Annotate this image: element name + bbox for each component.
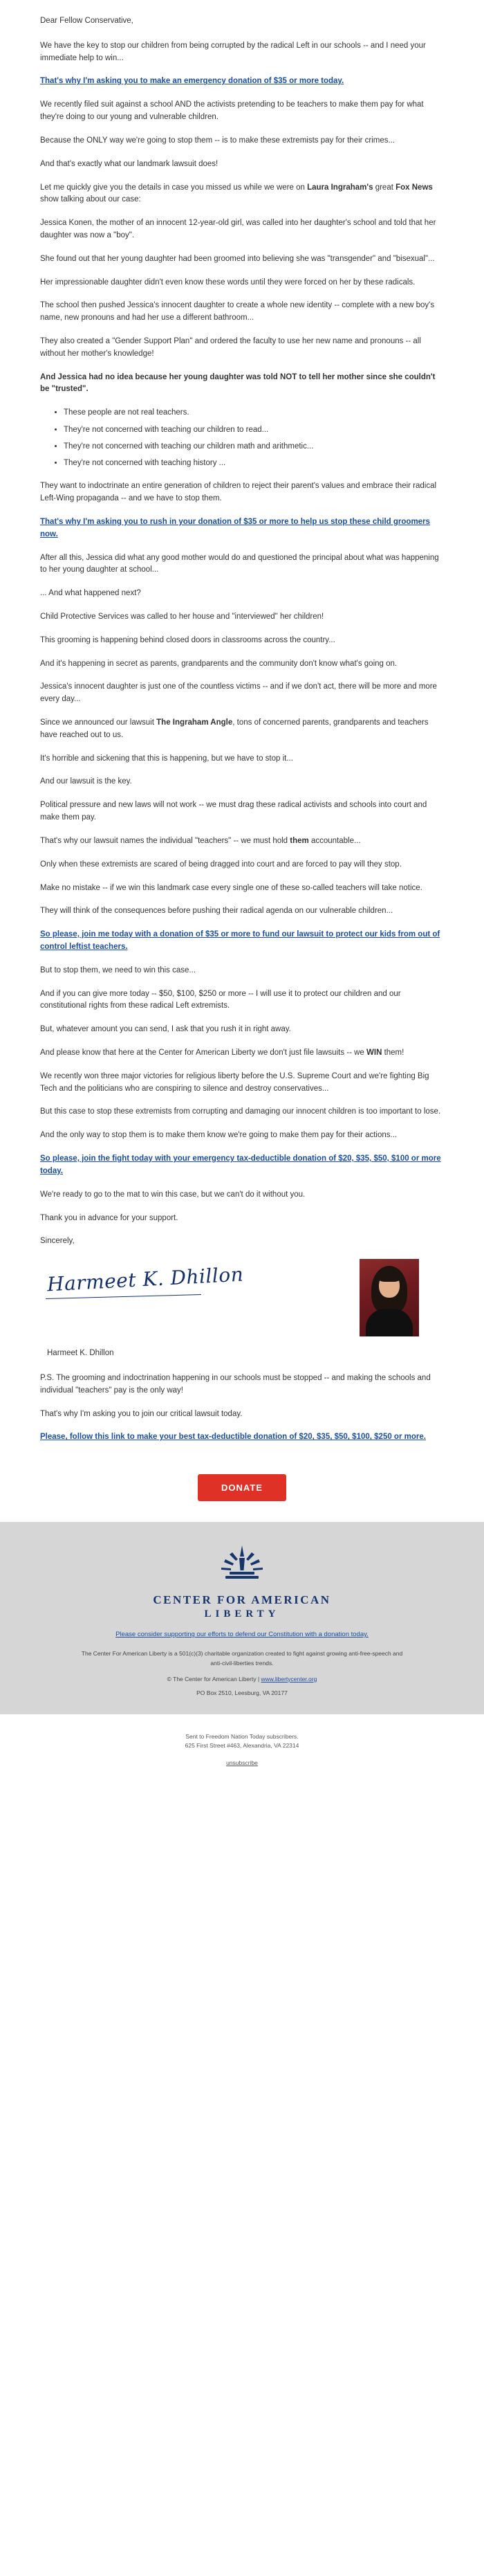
donation-link-para — [40, 516, 444, 541]
donate-button[interactable]: DONATE — [198, 1474, 286, 1501]
salutation: Dear Fellow Conservative, — [40, 17, 133, 25]
paragraph: They want to indoctrinate an entire generation of children to reject their parent's values and embrace their radical Left-Wing propaganda -- and we have to stop them. — [40, 482, 437, 503]
emphasis-text: Fox News — [395, 183, 433, 192]
paragraph: We have the key to stop our children from being corrupted by the radical Left in our schools -- and I need your immediate help to win... — [40, 41, 426, 62]
postscript: P.S. The grooming and indoctrination happening in our schools must be stopped -- and making the schools and individual "teachers" pay is the only way! — [40, 1373, 431, 1395]
list-item: • These people are not real teachers. — [64, 407, 444, 419]
donation-link[interactable]: So please, join the fight today with your emergency tax-deductible donation of $20, $35, $50, $100 or more today. — [40, 1154, 441, 1175]
donation-link[interactable]: So please, join me today with a donation of $35 or more to fund our lawsuit to protect our kids from out of control leftist teachers. — [40, 930, 440, 951]
paragraph: Political pressure and new laws will not work -- we must drag these radical activists and schools into court and make them pay. — [40, 801, 427, 822]
paragraph: They will think of the consequences before pushing their radical agenda on our vulnerable children... — [40, 907, 393, 916]
paragraph: The school then pushed Jessica's innocent daughter to create a whole new identity -- complete with a new boy's name, new pronouns and had her use a different bathroom... — [40, 301, 435, 323]
donate-button-area — [0, 1462, 484, 1522]
list-item: • They're not concerned with teaching history ... — [64, 457, 444, 469]
paragraph: And the only way to stop them is to make them know we're going to make them pay for their actions... — [40, 1131, 398, 1140]
footer-address: PO Box 2510, Leesburg, VA 20177 — [196, 1689, 288, 1696]
tail-line-1: Sent to Freedom Nation Today subscribers. — [185, 1732, 299, 1740]
author-photo — [360, 1259, 419, 1336]
emphasis-paragraph: And Jessica had no idea because her young daughter was told NOT to tell her mother since she couldn't be "trusted". — [40, 372, 436, 394]
paragraph — [40, 835, 444, 848]
paragraph: Only when these extremists are scared of being dragged into court and are forced to pay will they stop. — [40, 860, 402, 869]
paragraph: But to stop them, we need to win this case... — [40, 965, 196, 974]
paragraph: Make no mistake -- if we win this landmark case every single one of these so-called teachers will take notice. — [40, 883, 422, 892]
paragraph: Sincerely, — [40, 1237, 75, 1246]
final-donation-link-para — [40, 1431, 444, 1444]
donation-link[interactable]: That's why I'm asking you to make an emergency donation of $35 or more today. — [40, 77, 344, 86]
paragraph-text: great — [373, 183, 396, 192]
paragraph-text: accountable... — [308, 836, 361, 845]
unsubscribe-link[interactable]: unsubscribe — [226, 1759, 258, 1766]
paragraph: Because the ONLY way we're going to stop them -- is to make these extremists pay for their crimes... — [40, 136, 395, 145]
paragraph-text: Let me quickly give you the details in case you missed us while we were on — [40, 183, 308, 192]
paragraph: We recently won three major victories for religious liberty before the U.S. Supreme Court and we're fighting Big Tech and the politicians who are conspiring to silence and destroy conservatives... — [40, 1071, 429, 1093]
paragraph: It's horrible and sickening that this is happening, but we have to stop it... — [40, 754, 293, 763]
final-donation-link[interactable]: Please, follow this link to make your best tax-deductible donation of $20, $35, $50, $100, $250 or more. — [40, 1433, 426, 1442]
paragraph: Jessica's innocent daughter is just one of the countless victims -- and if we don't act, there will be more and more every day... — [40, 682, 437, 704]
emphasis-text: Laura Ingraham's — [307, 183, 373, 192]
footer-copyright — [28, 1676, 456, 1682]
paragraph: We recently filed suit against a school AND the activists pretending to be teachers to make them pay for what they're doing to our young and vulnerable children. — [40, 100, 424, 122]
bullet-list — [40, 407, 444, 469]
tail-line-2: 625 First Street #463, Alexandria, VA 22314 — [185, 1742, 299, 1750]
paragraph-text: show talking about our case: — [40, 195, 141, 204]
paragraph — [40, 1047, 444, 1060]
paragraph: And if you can give more today -- $50, $100, $250 or more -- I will use it to protect our children and our constitutional rights from these radical Left extremists. — [40, 989, 401, 1010]
paragraph-text: And please know that here at the Center for American Liberty we don't just file lawsuits -- we — [40, 1049, 367, 1057]
list-item: • They're not concerned with teaching our children math and arithmetic... — [64, 441, 444, 453]
paragraph: After all this, Jessica did what any good mother would do and questioned the principal about what was happening to her young daughter at school... — [40, 553, 439, 574]
emphasis-text: them — [290, 836, 309, 845]
paragraph: Jessica Konen, the mother of an innocent 12-year-old girl, was called into her daughter's school and told that her daughter was now a "boy". — [40, 219, 436, 239]
paragraph: Thank you in advance for your support. — [40, 1213, 178, 1222]
paragraph-text: Since we announced our lawsuit — [40, 718, 157, 727]
email-tail — [0, 1714, 484, 1781]
paragraph: Her impressionable daughter didn't even know these words until they were forced on her by these radicals. — [40, 278, 416, 287]
footer-copyright-text: © The Center for American Liberty | — [167, 1675, 261, 1682]
organization-subname: LIBERTY — [204, 1608, 280, 1620]
footer-legal-text: The Center For American Liberty is a 501(c)(3) charitable organization created to fight against growing anti-free-speech and anti-civil-liberties trends. — [81, 1650, 403, 1667]
signature-block — [40, 1259, 444, 1341]
paragraph — [40, 717, 444, 742]
torch-icon — [152, 1543, 332, 1586]
closing-line: That's why I'm asking you to join our critical lawsuit today. — [40, 1409, 243, 1418]
footer — [0, 1522, 484, 1714]
paragraph: ... And what happened next? — [40, 589, 141, 598]
paragraph: And it's happening in secret as parents, grandparents and the community don't know what's going on. — [40, 659, 398, 668]
signature-name: Harmeet K. Dhillon — [47, 1349, 114, 1358]
paragraph — [40, 182, 444, 207]
paragraph: We're ready to go to the mat to win this case, but we can't do it without you. — [40, 1190, 306, 1199]
paragraph-text: , tons of concerned parents, grandparents and teachers have reached out to us. — [40, 718, 429, 739]
donation-link[interactable]: That's why I'm asking you to rush in your donation of $35 or more to help us stop these child groomers now. — [40, 517, 430, 538]
list-item: • They're not concerned with teaching our children to read... — [64, 424, 444, 436]
paragraph: But, whatever amount you can send, I ask that you rush it in right away. — [40, 1025, 291, 1034]
paragraph: And our lawsuit is the key. — [40, 777, 132, 786]
donation-link-para — [40, 929, 444, 954]
paragraph-text: That's why our lawsuit names the individual "teachers" -- we must hold — [40, 836, 290, 845]
organization-name: CENTER FOR AMERICAN — [153, 1593, 331, 1607]
donation-link-para — [40, 1153, 444, 1178]
paragraph: And that's exactly what our landmark lawsuit does! — [40, 159, 218, 168]
paragraph: This grooming is happening behind closed doors in classrooms across the country... — [40, 635, 335, 644]
letter-paragraphs-top — [40, 40, 444, 396]
paragraph: Child Protective Services was called to her house and "interviewed" her children! — [40, 612, 324, 621]
paragraph-text: them! — [382, 1049, 404, 1057]
paragraph: She found out that her young daughter had been groomed into believing she was "transgender" and "bisexual"... — [40, 254, 435, 263]
letter-paragraphs-bottom — [40, 480, 444, 1248]
donation-link-para — [40, 75, 444, 88]
paragraph: But this case to stop these extremists from corrupting and damaging our innocent children is too important to lose. — [40, 1107, 441, 1116]
paragraph: They also created a "Gender Support Plan" and ordered the faculty to use her new name and pronouns -- all without her mother's knowledge! — [40, 337, 421, 358]
emphasis-text: The Ingraham Angle — [156, 718, 233, 727]
organization-logo — [152, 1543, 332, 1620]
footer-support-link[interactable]: Please consider supporting our efforts to defend our Constitution with a donation today. — [115, 1631, 369, 1639]
signature-script: Harmeet K. Dhillon — [46, 1262, 244, 1296]
footer-website-link[interactable]: www.libertycenter.org — [261, 1675, 317, 1682]
emphasis-text: WIN — [366, 1049, 382, 1057]
